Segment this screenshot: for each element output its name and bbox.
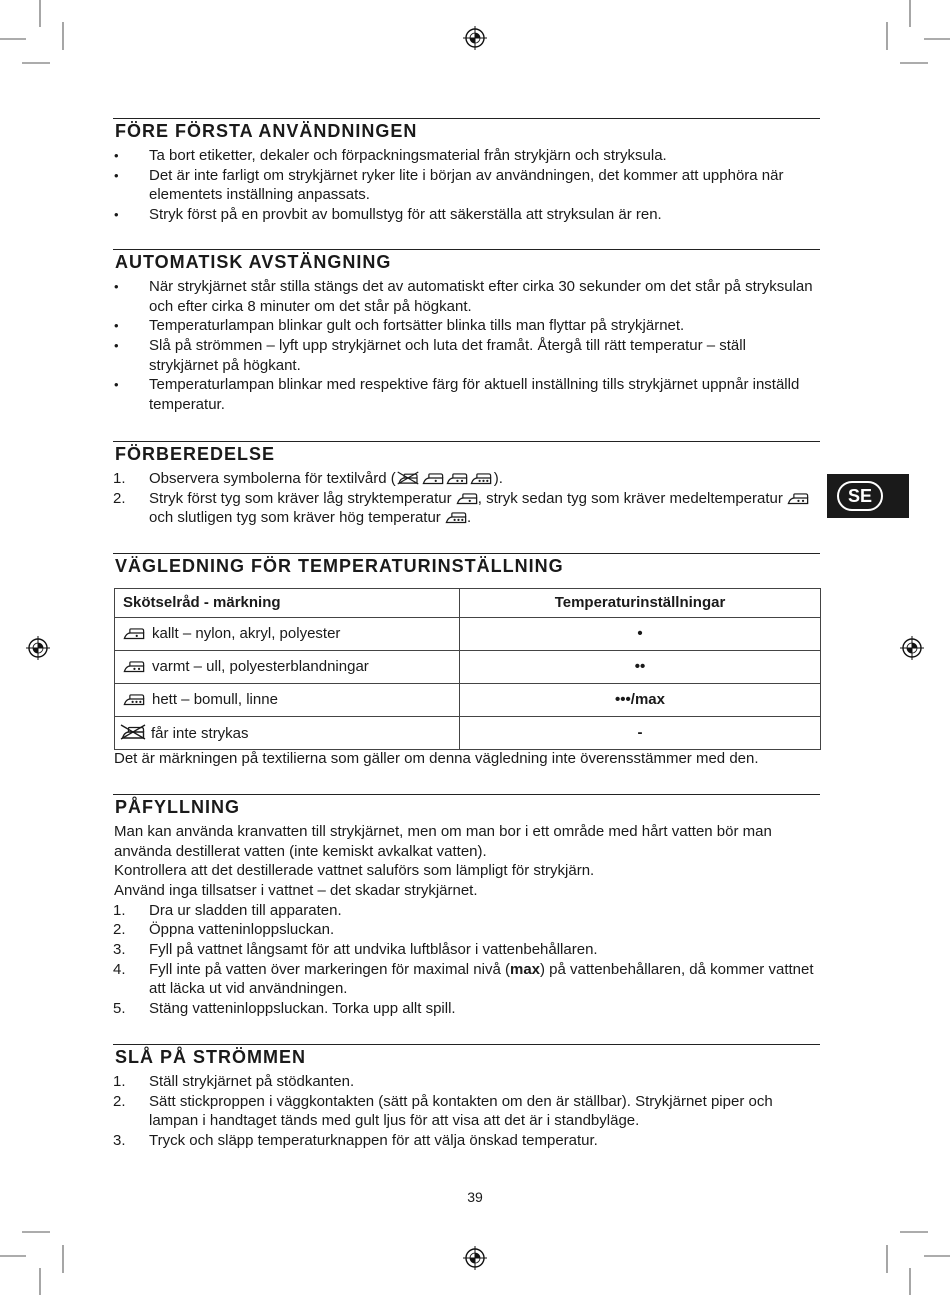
- item-text-line: temperatur.: [149, 395, 225, 413]
- section-rule: [113, 441, 820, 442]
- item-text-line: elementets inställning anpassats.: [149, 186, 370, 204]
- table-cell-care-label: [115, 717, 460, 750]
- table-cell-setting: -: [460, 717, 821, 750]
- item-text-line: Tryck och släpp temperaturknappen för att välja önskad temperatur.: [149, 1131, 598, 1149]
- item-text-line: och efter cirka 8 minuter om det står på högkant.: [149, 297, 472, 315]
- table-cell-setting: •: [460, 618, 821, 651]
- table-header-settings: Temperaturinställningar: [460, 589, 821, 618]
- table-row: [115, 618, 821, 651]
- section-heading: VÄGLEDNING FÖR TEMPERATURINSTÄLLNING: [115, 556, 564, 576]
- section-heading: AUTOMATISK AVSTÄNGNING: [115, 252, 392, 272]
- temperature-table: [114, 588, 821, 750]
- section-heading: FÖRE FÖRSTA ANVÄNDNINGEN: [115, 121, 418, 141]
- bullet-marker: •: [114, 318, 119, 334]
- item-text: ).: [493, 470, 503, 487]
- section-body: [113, 469, 820, 528]
- language-code: SE: [837, 481, 883, 511]
- list-item: [113, 146, 820, 166]
- bullet-marker: •: [114, 206, 119, 222]
- list-number: 3.: [113, 940, 126, 958]
- list-number: 5.: [113, 999, 126, 1017]
- item-text: och slutligen tyg som kräver hög temperatur: [149, 509, 445, 527]
- section-rule: [113, 118, 820, 119]
- table-header-row: [115, 589, 821, 618]
- registration-mark: [899, 635, 925, 661]
- paragraph-line: Kontrollera att det destillerade vattnet saluförs som lämpligt för strykjärn.: [114, 862, 595, 880]
- list-item: [113, 940, 820, 960]
- table-cell-care-label: [115, 618, 460, 651]
- section-rule: [113, 249, 820, 250]
- item-text: , stryk sedan tyg som kräver medeltemperatur: [477, 489, 788, 507]
- paragraph-line: Använd inga tillsatser i vattnet – det skadar strykjärnet.: [114, 881, 478, 899]
- item-text-line: Ställ strykjärnet på stödkanten.: [149, 1073, 355, 1090]
- item-text: Stryk först tyg som kräver låg stryktemperatur: [149, 489, 456, 507]
- item-text-line: att läcka ut vid användningen.: [149, 980, 348, 998]
- list-item: [113, 960, 820, 999]
- max-label: max: [509, 960, 541, 978]
- item-text: Fyll inte på vatten över markeringen för maximal nivå (: [149, 960, 510, 978]
- item-text-line: Ta bort etiketter, dekaler och förpackningsmaterial från strykjärn och stryksula.: [149, 147, 667, 164]
- bullet-marker: •: [114, 167, 119, 183]
- list-item: [113, 901, 820, 921]
- list-item: [113, 489, 820, 528]
- item-text-line: [149, 469, 820, 489]
- iron-2-dot-icon: [787, 492, 809, 505]
- section-heading: SLÅ PÅ STRÖMMEN: [115, 1047, 307, 1067]
- bullet-marker: •: [114, 148, 119, 163]
- care-label-text: kallt – nylon, akryl, polyester: [152, 625, 341, 642]
- item-text-line: [149, 489, 820, 509]
- table-row: [115, 684, 821, 717]
- care-label-text: varmt – ull, polyesterblandningar: [152, 658, 369, 675]
- list-number: 1.: [113, 470, 126, 487]
- list-item: [113, 469, 820, 489]
- item-text-line: lampan i handtaget tänds med gult ljus för att visa att det är i standbyläge.: [149, 1112, 640, 1130]
- table-header-care-label: Skötselråd - märkning: [115, 589, 460, 618]
- table-row: [115, 717, 821, 750]
- table-cell-care-label: [115, 684, 460, 717]
- page-number: 39: [467, 1189, 483, 1205]
- list-item: [113, 166, 820, 205]
- table-cell-setting: •••/max: [460, 684, 821, 717]
- section-rule: [113, 553, 820, 554]
- item-text-line: [149, 960, 820, 980]
- item-text-line: Dra ur sladden till apparaten.: [149, 901, 342, 919]
- care-label-text: hett – bomull, linne: [152, 691, 278, 708]
- table-row: [115, 651, 821, 684]
- item-text-line: Stryk först på en provbit av bomullstyg för att säkerställa att stryksulan är ren.: [149, 205, 662, 223]
- paragraph-line: Man kan använda kranvatten till strykjärnet, men om man bor i ett område med hårt vatten bör man: [114, 823, 772, 840]
- list-number: 2.: [113, 1092, 126, 1110]
- iron-3-dot-icon: [470, 472, 492, 485]
- iron-3-dot-icon: [445, 511, 467, 524]
- section-heading: PÅFYLLNING: [115, 797, 240, 817]
- iron-1-dot-icon: [456, 492, 478, 505]
- paragraph-line: använda destillerat vatten (inte kemiskt avkalkat vatten).: [114, 842, 487, 860]
- list-item: [113, 205, 820, 225]
- registration-mark: [462, 25, 488, 51]
- item-text-line: När strykjärnet står stilla stängs det av automatiskt efter cirka 30 sekunder om det står på stryksulan: [149, 278, 813, 295]
- list-item: [113, 920, 820, 940]
- iron-1-dot-icon: [422, 472, 444, 485]
- item-text-line: [149, 508, 820, 528]
- iron-1-dot-icon: [123, 627, 145, 640]
- item-text: Observera symbolerna för textilvård (: [149, 470, 396, 487]
- section-body: [113, 146, 820, 225]
- section-rule: [113, 794, 820, 795]
- list-number: 1.: [113, 1073, 126, 1090]
- registration-mark: [25, 635, 51, 661]
- item-text-line: strykjärnet på högkant.: [149, 356, 301, 374]
- list-item: [113, 277, 820, 316]
- item-text-line: Det är inte farligt om strykjärnet ryker lite i början av användningen, det kommer att upphöra när: [149, 166, 784, 184]
- care-label-text: får inte strykas: [151, 724, 249, 742]
- list-item: [113, 1092, 820, 1131]
- iron-2-dot-icon: [123, 660, 145, 673]
- item-text-line: Öppna vatteninloppsluckan.: [149, 921, 335, 939]
- item-text-line: Temperaturlampan blinkar gult och fortsätter blinka tills man flyttar på strykjärnet.: [149, 317, 685, 335]
- bullet-marker: •: [114, 337, 119, 353]
- section-body: [113, 822, 820, 1019]
- section-rule: [113, 1044, 820, 1045]
- table-cell-care-label: [115, 651, 460, 684]
- section-body: [113, 1072, 820, 1151]
- iron-no-iron-icon: [396, 471, 420, 485]
- bullet-marker: •: [114, 377, 119, 393]
- item-text: .: [466, 509, 472, 527]
- list-item: [113, 999, 820, 1019]
- iron-no-iron-icon: [119, 724, 147, 740]
- table-note: Det är märkningen på textilierna som gäller om denna vägledning inte överensstämmer med den.: [114, 750, 759, 767]
- list-item: [113, 1072, 820, 1092]
- list-item: [113, 375, 820, 414]
- iron-2-dot-icon: [446, 472, 468, 485]
- list-number: 2.: [113, 921, 126, 939]
- item-text-line: Stäng vatteninloppsluckan. Torka upp allt spill.: [149, 999, 456, 1017]
- list-number: 3.: [113, 1131, 126, 1149]
- section-heading: FÖRBEREDELSE: [115, 444, 276, 464]
- item-text-line: Slå på strömmen – lyft upp strykjärnet och luta det framåt. Återgå till rätt temperatur – ställ: [149, 336, 746, 354]
- item-text-line: Sätt stickproppen i väggkontakten (sätt på kontakten om den är ställbar). Strykjärnet piper och: [149, 1092, 773, 1110]
- item-text: ) på vattenbehållaren, då kommer vattnet: [540, 960, 814, 978]
- item-text-line: Temperaturlampan blinkar med respektive färg för aktuell inställning tills strykjärnet uppnår inställd: [149, 376, 800, 394]
- list-number: 1.: [113, 901, 126, 919]
- iron-3-dot-icon: [123, 693, 145, 706]
- table-cell-setting: ••: [460, 651, 821, 684]
- bullet-marker: •: [114, 279, 119, 294]
- item-text-line: Fyll på vattnet långsamt för att undvika luftblåsor i vattenbehållaren.: [149, 940, 598, 958]
- list-item: [113, 1131, 820, 1151]
- registration-mark: [462, 1245, 488, 1271]
- list-item: [113, 336, 820, 375]
- list-number: 2.: [113, 489, 126, 507]
- section-body: [113, 277, 820, 415]
- list-number: 4.: [113, 960, 126, 978]
- language-tab: [827, 474, 909, 518]
- list-item: [113, 316, 820, 336]
